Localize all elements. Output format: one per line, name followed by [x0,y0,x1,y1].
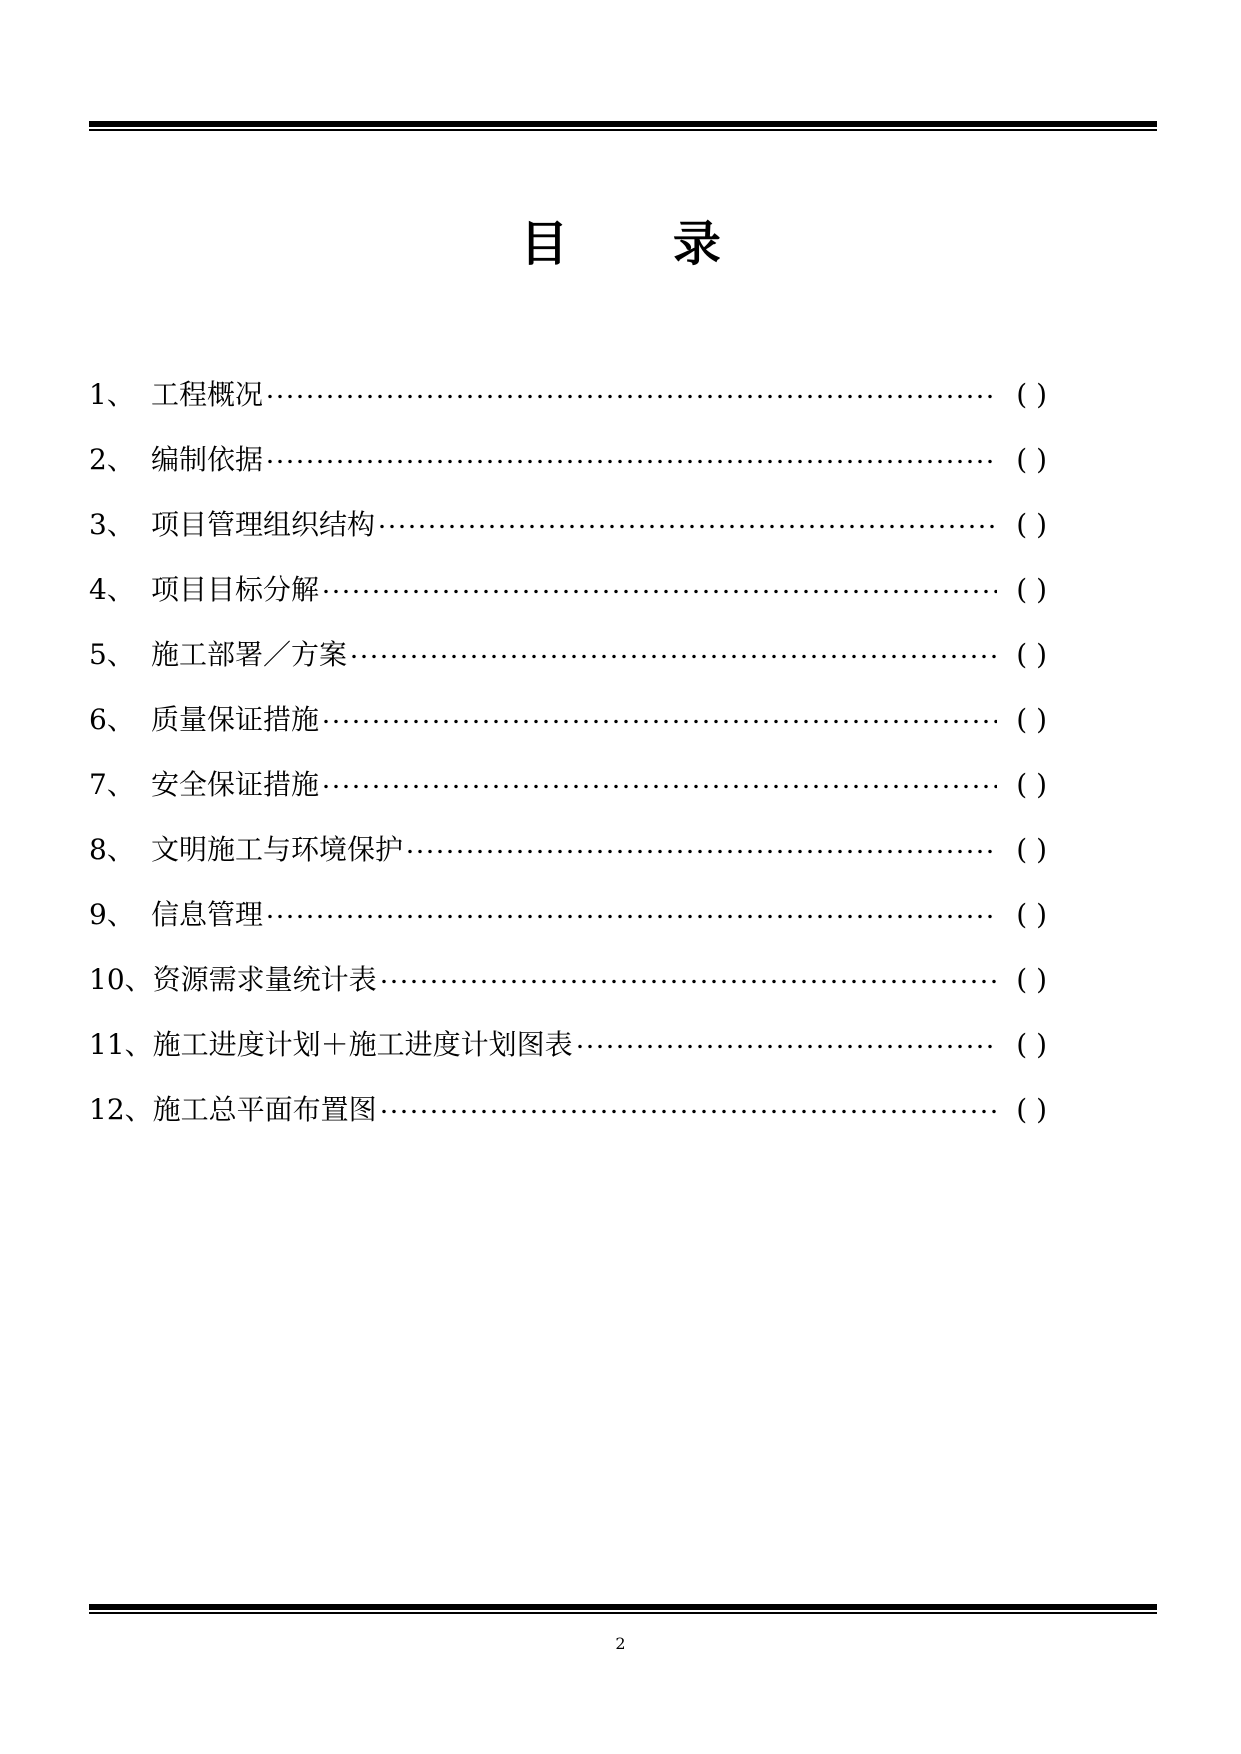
toc-entry-5[interactable] [89,622,1047,687]
toc-entry-number: 6、 [89,702,135,736]
toc-dot-leader [379,979,997,984]
toc-dot-leader [321,719,997,724]
header-rule [89,121,1157,131]
toc-entry-page: ( ) [1016,377,1047,411]
toc-entry-page: ( ) [1016,1027,1047,1061]
toc-entry-label: 施工部署／方案 [151,637,348,671]
toc-entry-11[interactable] [89,1012,1047,1077]
toc-entry-page: ( ) [1016,767,1047,801]
toc-entry-number: 5、 [89,637,135,671]
toc-dot-leader [379,1109,997,1114]
toc-entry-number: 12、 [89,1092,153,1126]
toc-entry-label: 项目目标分解 [151,572,320,606]
toc-entry-number: 9、 [89,897,135,931]
toc-entry-1[interactable] [89,362,1047,427]
toc-entry-label: 施工进度计划＋施工进度计划图表 [152,1027,573,1061]
toc-entry-2[interactable] [89,427,1047,492]
toc-entry-number: 3、 [89,507,135,541]
toc-entry-page: ( ) [1016,442,1047,476]
toc-entry-label: 质量保证措施 [151,702,320,736]
toc-entry-label: 文明施工与环境保护 [151,832,404,866]
toc-dot-leader [575,1044,997,1049]
toc-dot-leader [321,589,997,594]
footer-rule [89,1604,1157,1614]
toc-entry-7[interactable] [89,752,1047,817]
toc-entry-page: ( ) [1016,832,1047,866]
toc-entry-page: ( ) [1016,702,1047,736]
toc-entry-number: 8、 [89,832,135,866]
page-number: 2 [615,1634,626,1653]
toc-entry-number: 2、 [89,442,135,476]
toc-entry-label: 信息管理 [151,897,264,931]
toc-entry-4[interactable] [89,557,1047,622]
toc-entry-page: ( ) [1016,572,1047,606]
toc-dot-leader [265,914,997,919]
table-of-contents [89,362,1047,1142]
toc-dot-leader [349,654,997,659]
toc-entry-12[interactable] [89,1077,1047,1142]
toc-entry-page: ( ) [1016,507,1047,541]
toc-entry-label: 工程概况 [151,377,264,411]
toc-entry-page: ( ) [1016,897,1047,931]
toc-entry-page: ( ) [1016,962,1047,996]
toc-entry-number: 10、 [89,962,153,996]
toc-dot-leader [265,459,997,464]
toc-dot-leader [405,849,997,854]
toc-entry-number: 11、 [89,1027,153,1061]
toc-entry-10[interactable] [89,947,1047,1012]
toc-dot-leader [321,784,997,789]
toc-entry-number: 1、 [89,377,135,411]
toc-entry-label: 安全保证措施 [151,767,320,801]
toc-entry-label: 项目管理组织结构 [151,507,376,541]
toc-dot-leader [265,394,997,399]
page-title: 目 录 [520,216,765,272]
toc-entry-number: 4、 [89,572,135,606]
toc-dot-leader [377,524,997,529]
toc-entry-label: 施工总平面布置图 [152,1092,377,1126]
toc-entry-number: 7、 [89,767,135,801]
toc-entry-9[interactable] [89,882,1047,947]
toc-entry-page: ( ) [1016,1092,1047,1126]
toc-entry-label: 资源需求量统计表 [152,962,377,996]
toc-entry-8[interactable] [89,817,1047,882]
toc-entry-6[interactable] [89,687,1047,752]
toc-entry-label: 编制依据 [151,442,264,476]
toc-entry-page: ( ) [1016,637,1047,671]
toc-entry-3[interactable] [89,492,1047,557]
